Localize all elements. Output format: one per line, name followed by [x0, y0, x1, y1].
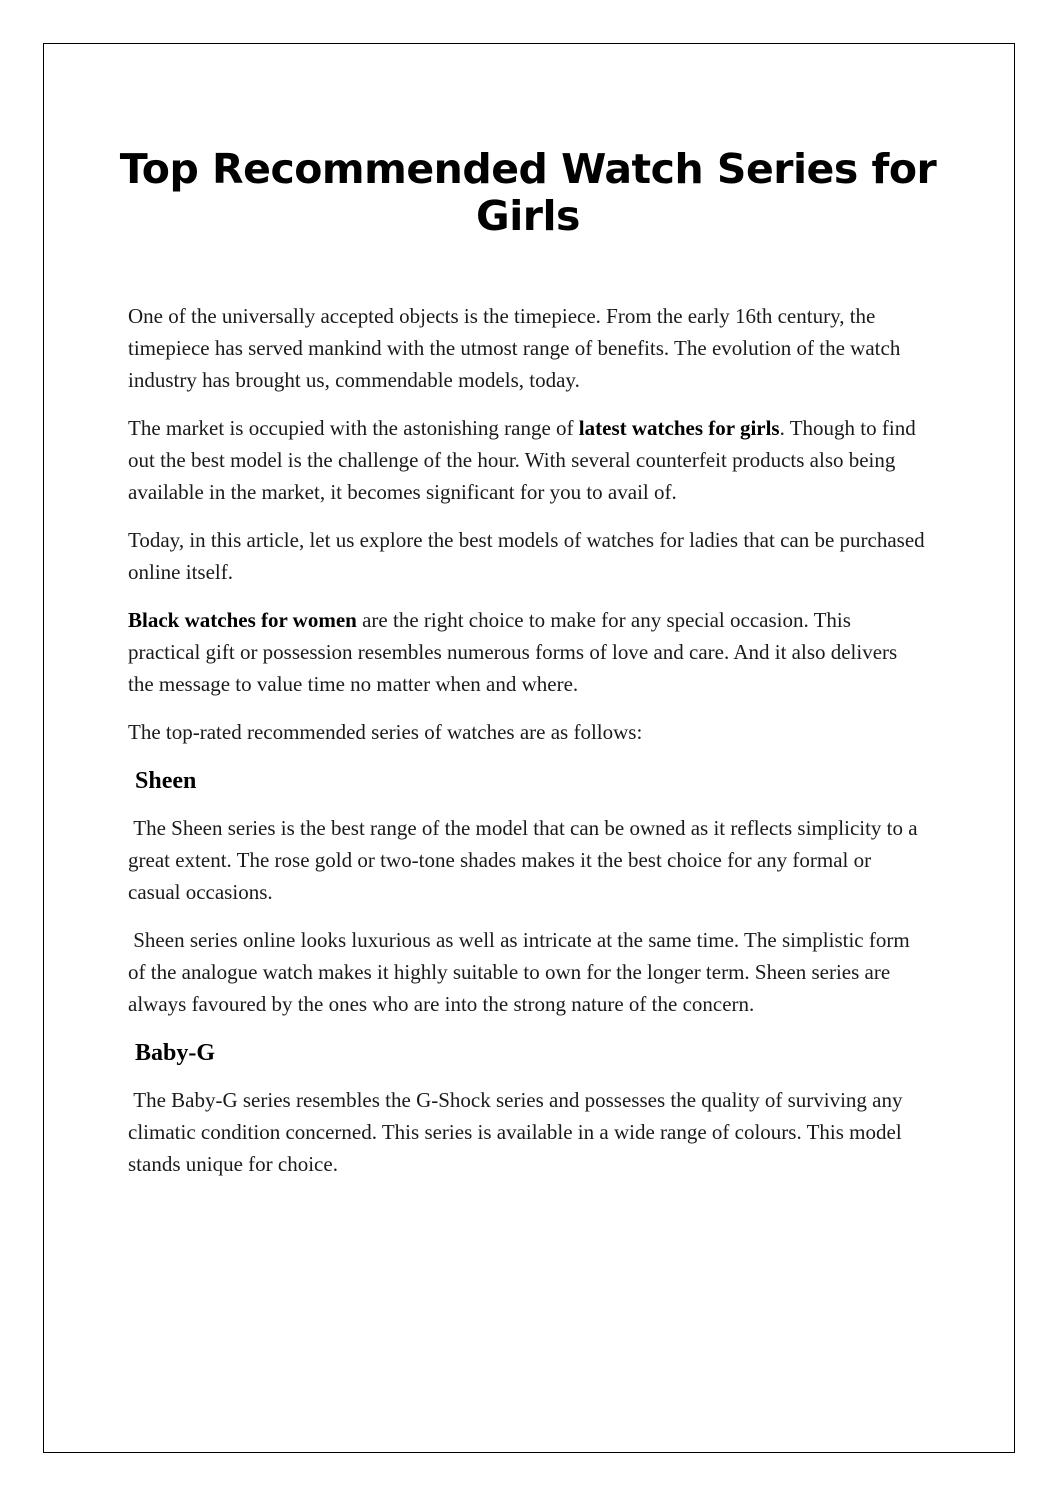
intro-paragraph: One of the universally accepted objects is the timepiece. From the early 16th century, the timepiece has served mankind with the utmost range of benefits. The evolution of the watch industry has brought us, commendable models, today. [128, 304, 901, 392]
baby-g-paragraph-1 [128, 1084, 928, 1180]
section-heading-baby-g: Baby-G [135, 1040, 216, 1066]
page-title: Top Recommended Watch Series for Girls [119, 145, 937, 240]
market-paragraph [128, 412, 928, 508]
black-watches-for-women-keyword: Black watches for women [128, 608, 357, 632]
black-watches-paragraph-rest: are the right choice to make for any special occasion. This practical gift or possession resembles numerous forms of love and care. And it also delivers the message to value time no matter when and where. [128, 608, 898, 696]
sheen-paragraph-1-text: The Sheen series is the best range of the model that can be owned as it reflects simplicity to a great extent. The rose gold or two-tone shades makes it the best choice for any formal or casual occasions. [128, 816, 918, 904]
series-intro-paragraph: The top-rated recommended series of watches are as follows: [128, 720, 643, 744]
section-heading-sheen: Sheen [135, 768, 197, 794]
today-paragraph: Today, in this article, let us explore the best models of watches for ladies that can be purchased online itself. [128, 528, 925, 584]
black-watches-paragraph [128, 604, 928, 700]
sheen-paragraph-2 [128, 924, 928, 1020]
article-body [128, 300, 928, 1180]
sheen-paragraph-2-text: Sheen series online looks luxurious as well as intricate at the same time. The simplistic form of the analogue watch makes it highly suitable to own for the longer term. Sheen series are always favoured by the ones who are into the strong nature of the concern. [128, 928, 910, 1016]
latest-watches-for-girls-keyword: latest watches for girls [578, 416, 780, 440]
sheen-paragraph-1 [128, 812, 928, 908]
baby-g-paragraph-1-text: The Baby-G series resembles the G-Shock series and possesses the quality of surviving any climatic condition concerned. This series is available in a wide range of colours. This model stands unique for choice. [128, 1088, 903, 1176]
document-content [119, 145, 937, 1196]
market-paragraph-lead: The market is occupied with the astonishing range of [128, 416, 579, 440]
market-paragraph-rest: . Though to find out the best model is the challenge of the hour. With several counterfeit products also being available in the market, it becomes significant for you to avail of. [128, 416, 916, 504]
